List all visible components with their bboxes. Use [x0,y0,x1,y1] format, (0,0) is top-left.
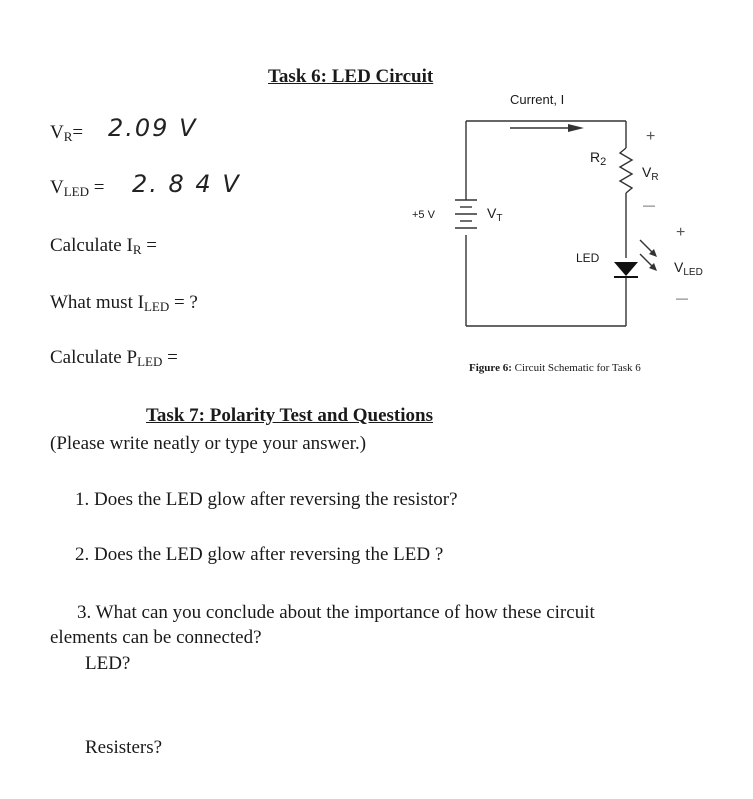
vled-minus-sign: — [676,291,688,305]
question-3-line-1: 3. What can you conclude about the importance of how these circuit [77,602,595,623]
figure-caption [469,362,641,374]
vr-schematic-main: V [642,164,652,180]
vr-equals: = [72,122,84,143]
current-arrow-head [568,124,584,132]
question-2: 2. Does the LED glow after reversing the LED ? [75,544,444,565]
r2-sub: 2 [600,156,607,168]
current-label: Current, I [510,92,565,107]
task7-instruction: (Please write neatly or type your answer.) [50,433,367,454]
question-1: 1. Does the LED glow after reversing the resistor? [75,489,458,510]
led-answer-prompt: LED? [85,653,131,674]
source-voltage-label: +5 V [412,209,435,221]
iled-text: What must I [50,292,144,313]
figure-caption-text: Circuit Schematic for Task 6 [511,362,641,374]
vled-label-main: V [50,177,64,198]
vr-label-main: V [50,122,64,143]
vr-label-sub: R [63,129,73,144]
vled-handwritten-value: 2. 8 4 V [132,170,241,198]
resistors-answer-prompt: Resisters? [85,737,163,758]
calc-pled-sub: LED [137,354,163,369]
vr-minus-sign: — [643,198,655,212]
vt-label [487,205,502,224]
resistor-r2 [620,148,632,193]
calc-ir-text: Calculate I [50,235,133,256]
r2-label [590,149,606,168]
led-diode-icon [614,262,638,276]
figure-caption-bold: Figure 6: [469,362,512,374]
task7-title: Task 7: Polarity Test and Questions [146,405,434,426]
vled-schematic-sub: LED [683,267,703,278]
vled-schematic-label [674,259,703,278]
r2-main: R [590,149,601,165]
vr-schematic-label [642,164,659,183]
question-3-line-2: elements can be connected? [50,627,262,648]
calc-pled-text: Calculate P [50,347,138,368]
vr-schematic-sub: R [651,172,659,183]
vr-handwritten-value: 2.09 V [108,114,198,142]
led-schematic-label: LED [576,251,600,265]
vr-plus-sign: + [646,128,656,145]
vt-main: V [487,205,497,221]
calc-ir-equals: = [141,235,157,256]
vled-plus-sign: + [676,224,686,241]
vled-equals: = [93,177,105,198]
calc-ir-sub: R [132,242,142,257]
task6-title: Task 6: LED Circuit [268,66,434,87]
calc-pled-equals: = [162,347,178,368]
vled-schematic-main: V [674,259,684,275]
vt-sub: T [496,213,503,224]
iled-sub: LED [143,299,170,314]
vled-label-sub: LED [63,184,90,199]
iled-equals: = ? [169,292,198,313]
